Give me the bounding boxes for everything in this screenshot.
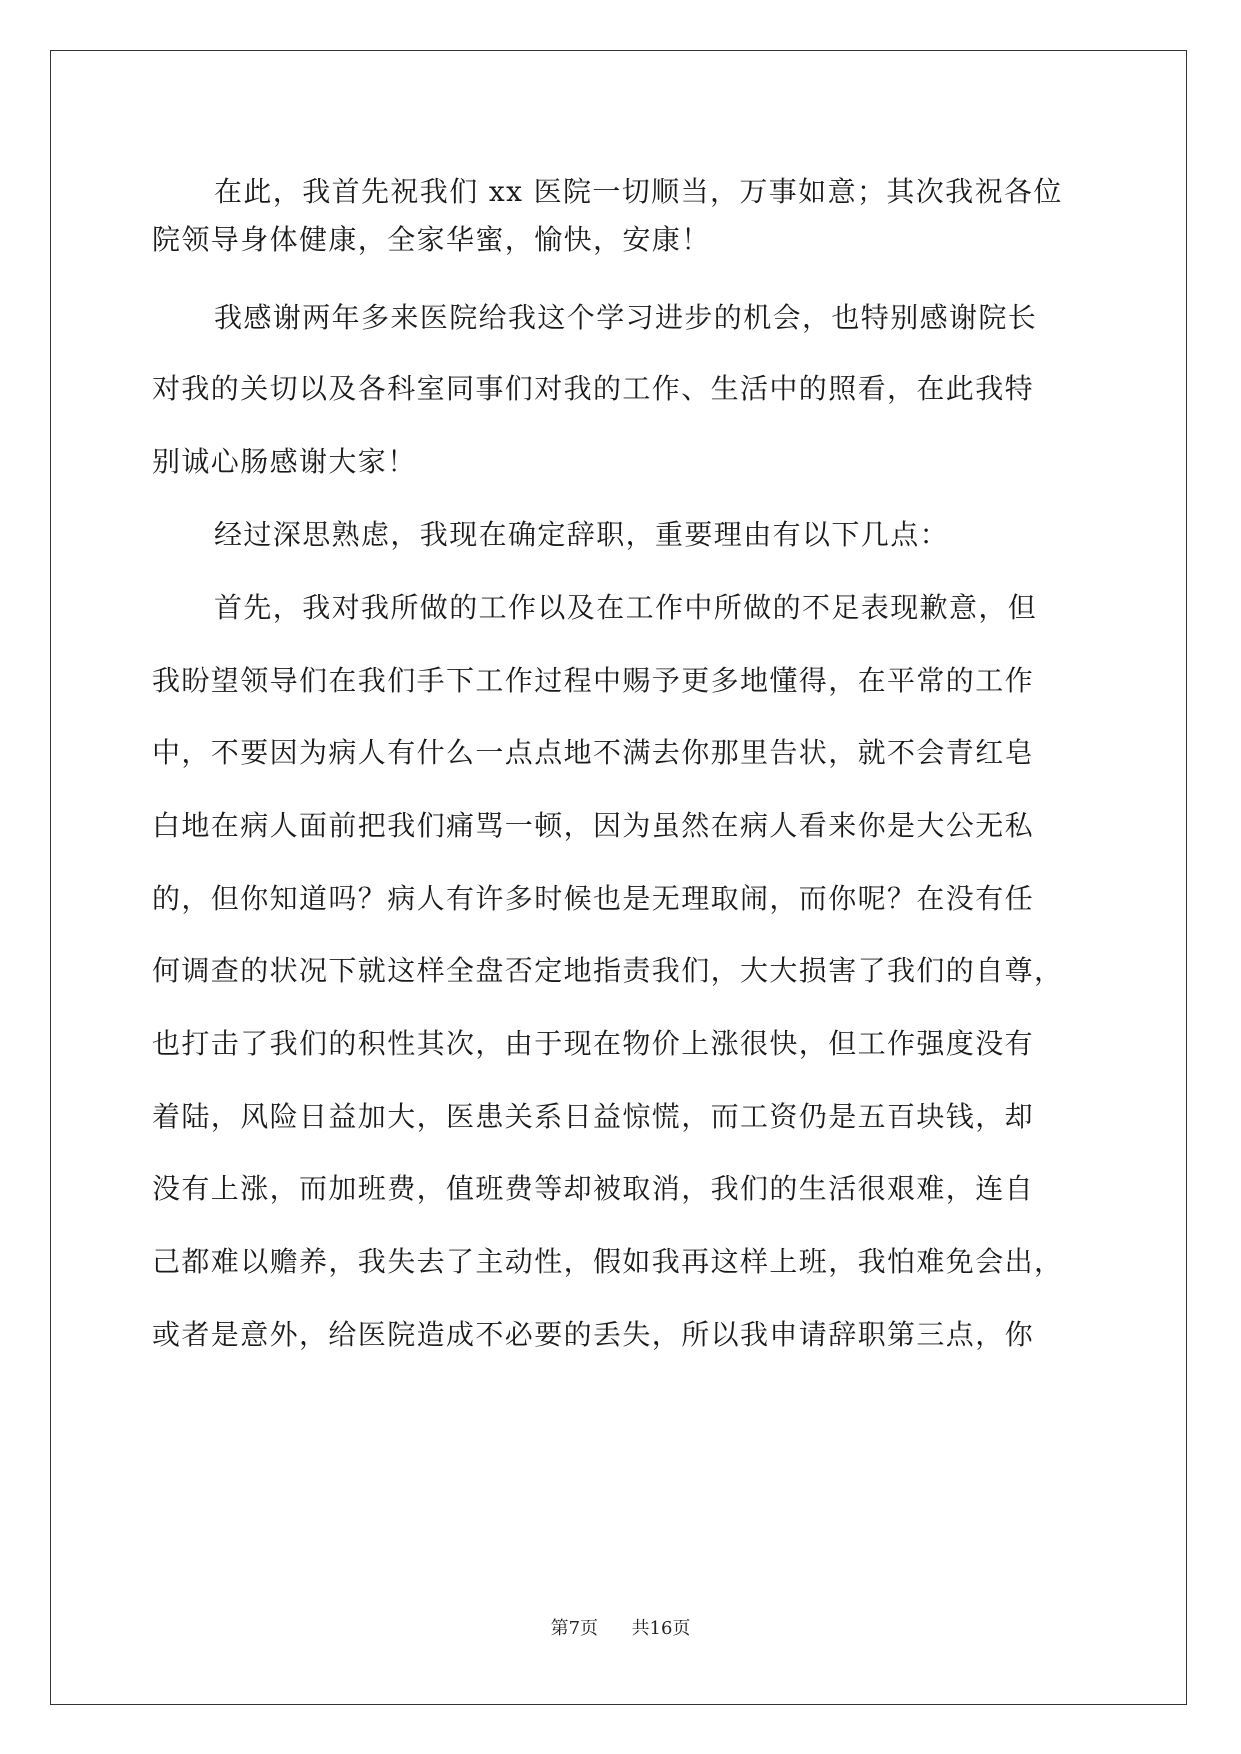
paragraph-line: 别诚心肠感谢大家！ [152,445,417,478]
paragraph-line: 我感谢两年多来医院给我这个学习进步的机会，也特别感谢院长 [214,301,1038,334]
page-total: 共16页 [631,1618,691,1639]
paragraph-line: 在此，我首先祝我们 xx 医院一切顺当，万事如意；其次我祝各位 [214,175,1063,208]
paragraph-line: 己都难以赡养，我失去了主动性，假如我再这样上班，我怕难免会出， [152,1245,1064,1278]
page-footer [0,1614,1241,1640]
paragraph-line: 首先，我对我所做的工作以及在工作中所做的不足表现歉意，但 [214,591,1038,624]
paragraph-line: 我盼望领导们在我们手下工作过程中赐予更多地懂得，在平常的工作 [152,664,1035,697]
paragraph-line: 白地在病人面前把我们痛骂一顿，因为虽然在病人看来你是大公无私 [152,809,1035,842]
paragraph-line: 也打击了我们的积性其次，由于现在物价上涨很快，但工作强度没有 [152,1027,1035,1060]
page-number: 第7页 [550,1618,599,1639]
paragraph-line: 着陆，风险日益加大，医患关系日益惊慌，而工资仍是五百块钱，却 [152,1100,1035,1133]
paragraph-line: 对我的关切以及各科室同事们对我的工作、生活中的照看，在此我特 [152,372,1035,405]
paragraph-line: 的，但你知道吗？病人有许多时候也是无理取闹，而你呢？在没有任 [152,882,1035,915]
paragraph-line: 经过深思熟虑，我现在确定辞职，重要理由有以下几点： [214,518,950,551]
paragraph-line: 或者是意外，给医院造成不必要的丢失，所以我申请辞职第三点，你 [152,1318,1035,1351]
paragraph-line: 没有上涨，而加班费，值班费等却被取消，我们的生活很艰难，连自 [152,1172,1035,1205]
paragraph-line: 何调查的状况下就这样全盘否定地指责我们，大大损害了我们的自尊， [152,954,1064,987]
paragraph-line: 院领导身体健康，全家华蜜，愉快，安康！ [152,223,711,256]
paragraph-line: 中，不要因为病人有什么一点点地不满去你那里告状，就不会青红皂 [152,736,1035,769]
